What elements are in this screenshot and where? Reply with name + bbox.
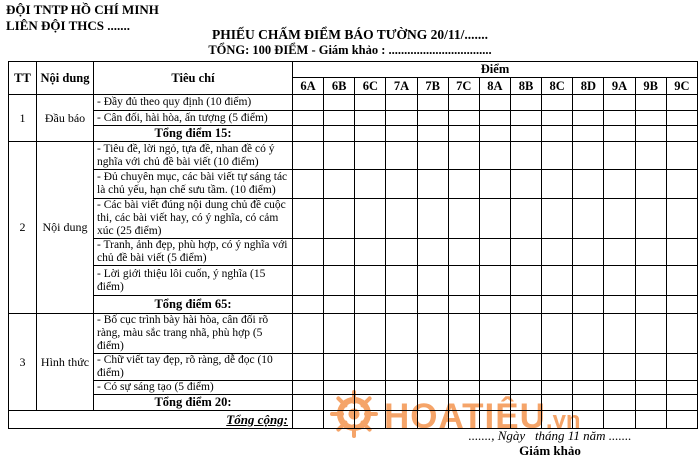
score-cell-8C: [542, 354, 573, 381]
score-cell-9C: [666, 354, 697, 381]
section-total-label: Tổng điểm 15:: [94, 126, 293, 142]
score-cell-8B: [510, 111, 541, 126]
score-cell-9A: [604, 314, 635, 354]
score-cell-8B: [510, 170, 541, 199]
score-cell-9C: [666, 296, 697, 314]
score-cell-6A: [293, 411, 324, 429]
section-number: 1: [9, 95, 37, 142]
score-cell-7C: [448, 126, 479, 142]
score-cell-9B: [635, 354, 666, 381]
score-cell-6C: [355, 199, 386, 239]
score-cell-8D: [573, 170, 604, 199]
score-cell-9A: [604, 395, 635, 411]
score-cell-6C: [355, 354, 386, 381]
score-cell-9B: [635, 95, 666, 111]
scoring-table: [8, 61, 698, 429]
score-cell-7C: [448, 381, 479, 395]
score-cell-9A: [604, 142, 635, 170]
criterion-text: - Đầy đủ theo quy định (10 điểm): [94, 95, 293, 111]
score-cell-7C: [448, 170, 479, 199]
score-cell-9A: [604, 199, 635, 239]
score-cell-7A: [386, 395, 417, 411]
score-cell-6B: [324, 126, 355, 142]
score-cell-9C: [666, 95, 697, 111]
score-cell-6B: [324, 354, 355, 381]
class-column-header-6C: 6C: [355, 78, 386, 95]
criterion-text: - Bố cục trình bày hài hòa, cân đối rõ ràng, màu sắc trang nhã, phù hợp (5 điểm): [94, 314, 293, 354]
score-cell-6C: [355, 95, 386, 111]
section-label: Đầu báo: [37, 95, 94, 142]
col-header-noidung: Nội dung: [37, 62, 94, 95]
score-cell-8D: [573, 239, 604, 266]
score-cell-9B: [635, 239, 666, 266]
score-cell-8B: [510, 142, 541, 170]
score-cell-9B: [635, 266, 666, 296]
score-cell-6A: [293, 126, 324, 142]
score-cell-8B: [510, 239, 541, 266]
section-label: Nội dung: [37, 142, 94, 314]
score-cell-6C: [355, 239, 386, 266]
score-cell-9A: [604, 95, 635, 111]
score-cell-7C: [448, 95, 479, 111]
score-cell-6B: [324, 314, 355, 354]
score-cell-7B: [417, 266, 448, 296]
criterion-text: - Chữ viết tay đẹp, rõ ràng, dễ đọc (10 điểm): [94, 354, 293, 381]
score-cell-9B: [635, 111, 666, 126]
section-total-row: [9, 126, 698, 142]
date-line: ......., Ngày tháng 11 năm .......: [468, 428, 632, 443]
grand-total-row: [9, 411, 698, 429]
score-cell-7C: [448, 314, 479, 354]
score-cell-9B: [635, 199, 666, 239]
score-cell-8B: [510, 266, 541, 296]
score-cell-7B: [417, 95, 448, 111]
score-cell-6A: [293, 239, 324, 266]
score-cell-8B: [510, 296, 541, 314]
score-cell-8A: [479, 314, 510, 354]
score-cell-7A: [386, 296, 417, 314]
class-column-header-8D: 8D: [573, 78, 604, 95]
class-column-header-9B: 9B: [635, 78, 666, 95]
watermark-tld-text: .vn: [545, 406, 581, 434]
score-cell-6C: [355, 142, 386, 170]
section-label: Hình thức: [37, 314, 94, 411]
score-cell-7A: [386, 126, 417, 142]
score-cell-9C: [666, 126, 697, 142]
criterion-text: - Tranh, ảnh đẹp, phù hợp, có ý nghĩa với chủ đề bài viết (5 điểm): [94, 239, 293, 266]
score-cell-6B: [324, 296, 355, 314]
score-cell-8A: [479, 296, 510, 314]
score-cell-8D: [573, 314, 604, 354]
score-cell-7C: [448, 111, 479, 126]
score-cell-7B: [417, 296, 448, 314]
signature-block: [410, 428, 690, 458]
score-cell-9C: [666, 239, 697, 266]
score-cell-9C: [666, 142, 697, 170]
score-cell-7B: [417, 314, 448, 354]
class-column-header-9A: 9A: [604, 78, 635, 95]
score-cell-6A: [293, 111, 324, 126]
score-cell-7B: [417, 126, 448, 142]
score-cell-7B: [417, 111, 448, 126]
score-cell-6C: [355, 314, 386, 354]
class-column-header-7B: 7B: [417, 78, 448, 95]
score-cell-8D: [573, 354, 604, 381]
score-cell-8C: [542, 126, 573, 142]
score-cell-8A: [479, 126, 510, 142]
score-cell-9B: [635, 142, 666, 170]
score-cell-8D: [573, 95, 604, 111]
score-cell-9A: [604, 296, 635, 314]
score-cell-6B: [324, 95, 355, 111]
criterion-text: - Có sự sáng tạo (5 điểm): [94, 381, 293, 395]
criterion-text: - Tiêu đề, lời ngỏ, tựa đề, nhan đề có ý nghĩa với chủ đề bài viết (10 điểm): [94, 142, 293, 170]
score-cell-7B: [417, 411, 448, 429]
score-cell-9B: [635, 381, 666, 395]
score-cell-7C: [448, 142, 479, 170]
title-block: [0, 27, 700, 58]
class-column-header-8A: 8A: [479, 78, 510, 95]
criteria-row: [9, 199, 698, 239]
score-cell-6C: [355, 266, 386, 296]
score-cell-8A: [479, 395, 510, 411]
score-cell-8A: [479, 170, 510, 199]
section-total-label: Tổng điểm 65:: [94, 296, 293, 314]
score-cell-6C: [355, 395, 386, 411]
org-line-2: LIÊN ĐỘI THCS .......: [6, 18, 131, 33]
score-cell-7A: [386, 95, 417, 111]
score-cell-9C: [666, 314, 697, 354]
score-cell-8B: [510, 354, 541, 381]
score-cell-8D: [573, 111, 604, 126]
org-line-1: ĐỘI TNTP HỒ CHÍ MINH: [6, 2, 159, 17]
criteria-row: [9, 266, 698, 296]
score-cell-9B: [635, 296, 666, 314]
score-cell-8D: [573, 395, 604, 411]
section-total-row: [9, 395, 698, 411]
score-cell-7C: [448, 354, 479, 381]
score-cell-8C: [542, 296, 573, 314]
grand-total-label: Tổng cộng:: [9, 411, 293, 429]
signer-title: Giám khảo: [519, 443, 581, 458]
score-cell-8A: [479, 381, 510, 395]
score-cell-6C: [355, 381, 386, 395]
score-cell-9B: [635, 170, 666, 199]
score-cell-8C: [542, 314, 573, 354]
score-cell-6B: [324, 170, 355, 199]
score-cell-8A: [479, 111, 510, 126]
score-cell-7A: [386, 199, 417, 239]
score-cell-6A: [293, 170, 324, 199]
score-cell-6A: [293, 199, 324, 239]
score-cell-7A: [386, 314, 417, 354]
score-cell-7A: [386, 354, 417, 381]
score-cell-7A: [386, 381, 417, 395]
score-cell-6B: [324, 199, 355, 239]
score-cell-6C: [355, 411, 386, 429]
score-cell-7A: [386, 170, 417, 199]
score-cell-8A: [479, 354, 510, 381]
score-cell-7B: [417, 354, 448, 381]
score-cell-8D: [573, 266, 604, 296]
score-cell-6A: [293, 314, 324, 354]
score-cell-6B: [324, 395, 355, 411]
score-cell-6A: [293, 266, 324, 296]
criterion-text: - Đủ chuyên mục, các bài viết tự sáng tác là chủ yếu, hạn chế sưu tầm. (10 điểm): [94, 170, 293, 199]
criterion-text: - Lời giới thiệu lôi cuốn, ý nghĩa (15 điểm): [94, 266, 293, 296]
score-cell-6A: [293, 354, 324, 381]
score-cell-6A: [293, 395, 324, 411]
section-number: 3: [9, 314, 37, 411]
score-cell-9A: [604, 381, 635, 395]
score-cell-9C: [666, 111, 697, 126]
score-cell-9A: [604, 170, 635, 199]
score-cell-7B: [417, 170, 448, 199]
score-cell-6A: [293, 142, 324, 170]
class-column-header-7C: 7C: [448, 78, 479, 95]
score-cell-8B: [510, 411, 541, 429]
score-cell-7C: [448, 266, 479, 296]
score-cell-8C: [542, 381, 573, 395]
col-header-diem: Điểm: [293, 62, 698, 78]
score-cell-8A: [479, 239, 510, 266]
score-cell-8B: [510, 95, 541, 111]
score-cell-9B: [635, 411, 666, 429]
criteria-row: [9, 111, 698, 126]
criteria-row: [9, 95, 698, 111]
score-cell-9C: [666, 411, 697, 429]
class-column-header-7A: 7A: [386, 78, 417, 95]
score-cell-8C: [542, 111, 573, 126]
score-cell-7C: [448, 296, 479, 314]
score-cell-8A: [479, 266, 510, 296]
score-cell-8D: [573, 126, 604, 142]
score-cell-8C: [542, 239, 573, 266]
col-header-tieuchi: Tiêu chí: [94, 62, 293, 95]
score-cell-7B: [417, 199, 448, 239]
score-cell-7A: [386, 142, 417, 170]
score-cell-8C: [542, 95, 573, 111]
score-cell-7B: [417, 395, 448, 411]
class-column-header-8C: 8C: [542, 78, 573, 95]
score-cell-9B: [635, 395, 666, 411]
score-cell-9C: [666, 199, 697, 239]
score-cell-8C: [542, 199, 573, 239]
score-cell-8A: [479, 142, 510, 170]
score-cell-9C: [666, 266, 697, 296]
score-cell-8B: [510, 126, 541, 142]
class-column-header-6B: 6B: [324, 78, 355, 95]
page-title: PHIẾU CHẤM ĐIỂM BÁO TƯỜNG 20/11/.......: [211, 27, 488, 42]
score-cell-6C: [355, 296, 386, 314]
score-cell-7A: [386, 411, 417, 429]
score-cell-8C: [542, 142, 573, 170]
score-cell-9A: [604, 354, 635, 381]
score-cell-6B: [324, 411, 355, 429]
score-cell-8A: [479, 95, 510, 111]
score-cell-9A: [604, 111, 635, 126]
score-cell-6A: [293, 381, 324, 395]
score-cell-7C: [448, 199, 479, 239]
criteria-row: [9, 314, 698, 354]
score-cell-8B: [510, 395, 541, 411]
score-cell-7A: [386, 266, 417, 296]
score-cell-8B: [510, 381, 541, 395]
score-cell-6A: [293, 95, 324, 111]
score-cell-6B: [324, 111, 355, 126]
score-cell-9A: [604, 411, 635, 429]
score-cell-7B: [417, 381, 448, 395]
score-cell-8D: [573, 411, 604, 429]
score-cell-9A: [604, 126, 635, 142]
score-cell-6C: [355, 126, 386, 142]
criteria-row: [9, 239, 698, 266]
score-cell-9B: [635, 126, 666, 142]
score-cell-7C: [448, 239, 479, 266]
class-column-header-8B: 8B: [510, 78, 541, 95]
score-cell-9A: [604, 266, 635, 296]
score-cell-7B: [417, 142, 448, 170]
score-cell-6B: [324, 381, 355, 395]
score-cell-8D: [573, 296, 604, 314]
criteria-row: [9, 170, 698, 199]
section-number: 2: [9, 142, 37, 314]
score-cell-8C: [542, 266, 573, 296]
class-column-header-9C: 9C: [666, 78, 697, 95]
score-cell-8C: [542, 411, 573, 429]
score-cell-8B: [510, 199, 541, 239]
score-cell-9B: [635, 314, 666, 354]
score-cell-6C: [355, 170, 386, 199]
score-cell-9C: [666, 170, 697, 199]
section-total-row: [9, 296, 698, 314]
score-cell-8A: [479, 411, 510, 429]
score-cell-8C: [542, 170, 573, 199]
criteria-row: [9, 381, 698, 395]
criteria-row: [9, 142, 698, 170]
criterion-text: - Các bài viết đúng nội dung chủ đề cuộc thi, các bài viết hay, có ý nghĩa, có cảm xúc (25 điểm): [94, 199, 293, 239]
class-column-header-6A: 6A: [293, 78, 324, 95]
score-cell-6A: [293, 296, 324, 314]
score-cell-6B: [324, 142, 355, 170]
score-cell-8D: [573, 142, 604, 170]
score-cell-9C: [666, 395, 697, 411]
col-header-tt: TT: [9, 62, 37, 95]
criteria-row: [9, 354, 698, 381]
watermark-brand-text: HOATIÊU: [384, 396, 546, 436]
score-cell-8A: [479, 199, 510, 239]
score-cell-6C: [355, 111, 386, 126]
score-cell-8D: [573, 381, 604, 395]
score-cell-7B: [417, 239, 448, 266]
score-cell-8C: [542, 395, 573, 411]
table-header-row: [9, 62, 698, 78]
score-cell-7A: [386, 239, 417, 266]
score-cell-6B: [324, 266, 355, 296]
section-total-label: Tổng điểm 20:: [94, 395, 293, 411]
score-cell-6B: [324, 239, 355, 266]
criterion-text: - Cân đối, hài hòa, ấn tượng (5 điểm): [94, 111, 293, 126]
page-subtitle: TỔNG: 100 ĐIỂM - Giám khảo : .................................: [208, 43, 492, 57]
score-cell-9A: [604, 239, 635, 266]
score-cell-7C: [448, 395, 479, 411]
score-cell-8B: [510, 314, 541, 354]
score-cell-7C: [448, 411, 479, 429]
score-cell-8D: [573, 199, 604, 239]
score-cell-9C: [666, 381, 697, 395]
score-cell-7A: [386, 111, 417, 126]
